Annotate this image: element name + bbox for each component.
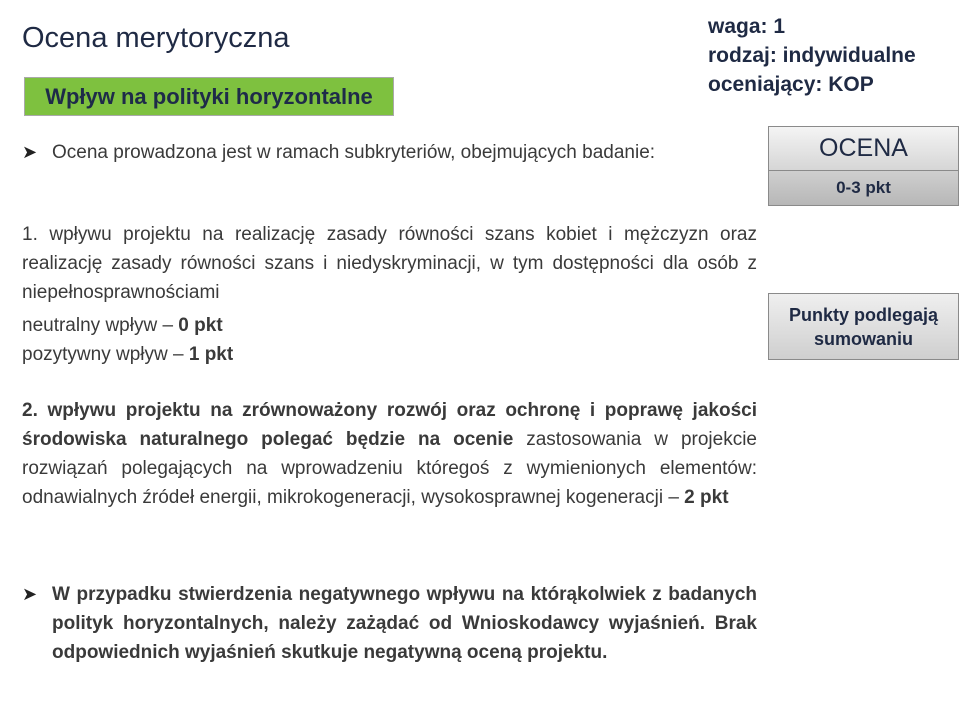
section-label [24,77,394,116]
score-positive [22,340,757,369]
score-neutral-pts: 0 pkt [178,315,223,336]
meta-rodzaj: rodzaj: indywidualne [708,44,916,67]
ocena-range: 0-3 pkt [769,171,958,205]
ocena-title: OCENA [769,127,958,171]
punkty-box [768,293,959,360]
meta-info [708,12,958,99]
criterion-2-bold-text: 2. wpływu projektu na zrównoważony rozwój oraz ochronę i poprawę jakości środowiska naturalnego polegać będzie na ocenie [22,400,757,450]
criterion-1-text: 1. wpływu projektu na realizację zasady równości szans kobiet i mężczyzn oraz realizację zasady równości szans i niedyskryminacji, w tym dostępności dla osób z niepełnosprawnościami [22,224,757,303]
punkty-line1: Punkty podlegają [788,304,939,325]
meta-oceniajacy: oceniający: KOP [708,73,874,96]
intro-text: Ocena prowadzona jest w ramach subkryteriów, obejmujących badanie: [52,142,656,163]
criterion-2-pts: 2 pkt [684,487,729,508]
ocena-box [768,126,959,206]
arrow-bullet-icon: ➤ [22,142,38,162]
criterion-1 [22,220,757,369]
criterion-2-plain-text: zastosowania w projekcie rozwiązań polegających na wprowadzeniu któregoś z wymienionych elementów: odnawialnych źródeł energii, mikrokogeneracji, wysokosprawnej kogeneracji – [22,429,757,508]
criterion-2 [22,396,757,512]
note-bullet [22,580,757,667]
score-positive-pts: 1 pkt [188,344,234,365]
meta-waga: waga: 1 [708,15,786,38]
criterion-1-scores [22,311,757,369]
section-label-text: Wpływ na polityki horyzontalne [45,83,373,109]
intro-bullet [22,138,757,167]
score-neutral [22,311,757,340]
score-positive-label: pozytywny wpływ – [22,344,189,365]
note-text: W przypadku stwierdzenia negatywnego wpływu na którąkolwiek z badanych polityk horyzontalnych, należy zażądać od Wnioskodawcy wyjaśnień. Brak odpowiednich wyjaśnień skutkuje negatywną oceną projektu. [52,584,757,663]
score-neutral-label: neutralny wpływ – [22,315,179,336]
punkty-line2: sumowaniu [813,328,913,349]
page-title: Ocena merytoryczna [22,22,290,54]
arrow-bullet-icon: ➤ [22,584,38,604]
